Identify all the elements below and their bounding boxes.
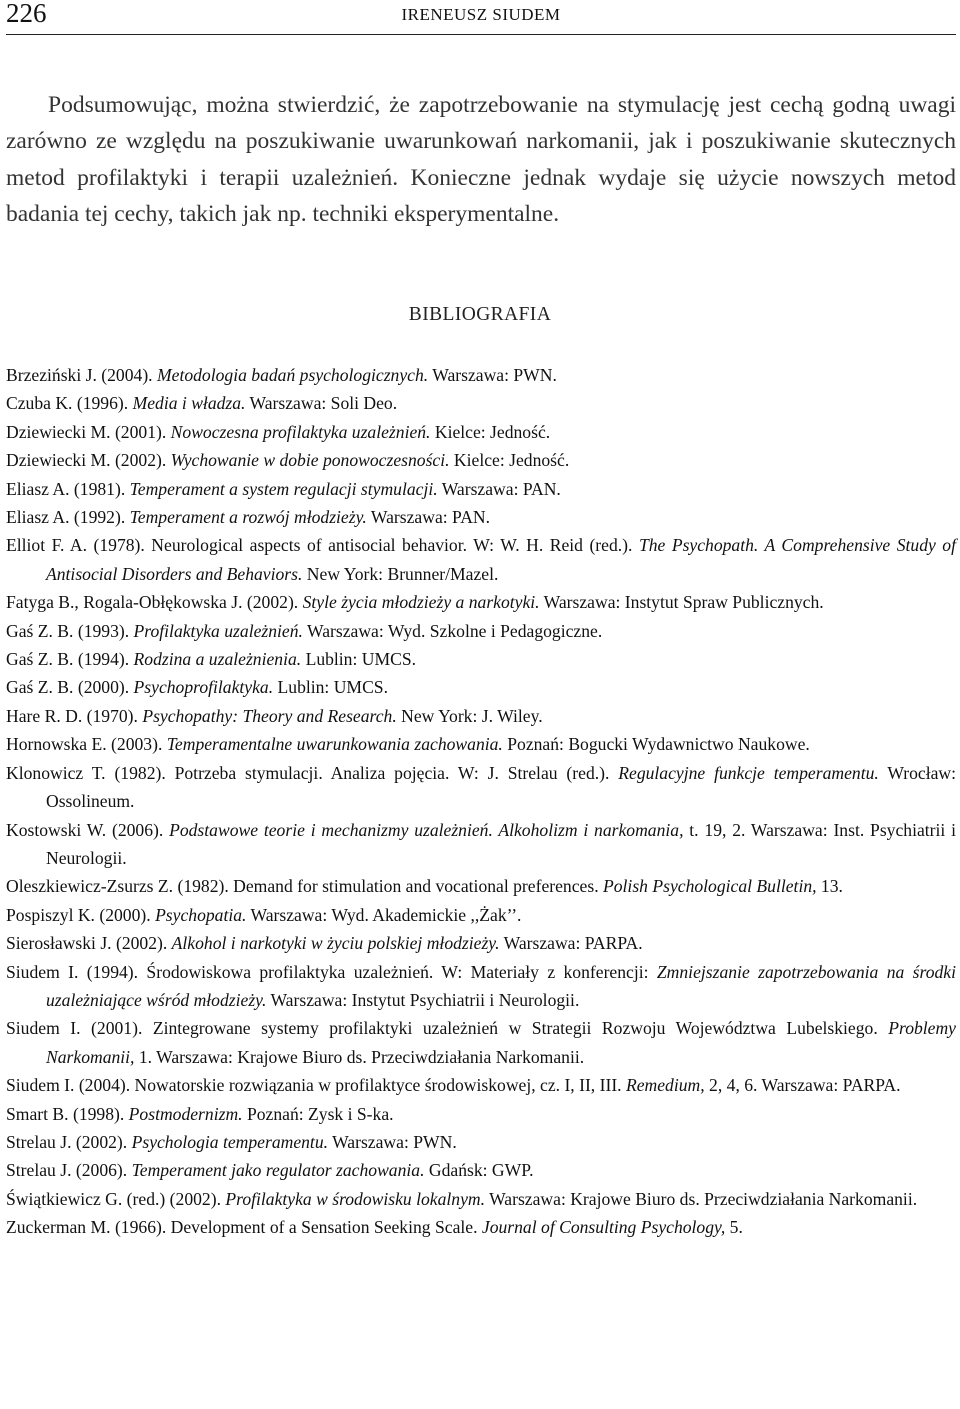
bibliography-entry <box>6 1156 956 1184</box>
entry-title: Style życia młodzieży a narkotyki. <box>302 592 540 613</box>
entry-publisher: Kielce: Jedność. <box>430 421 551 442</box>
entry-title: Problemy Narkomanii, <box>46 1018 956 1067</box>
bibliography-entry <box>6 418 956 446</box>
closing-paragraph: Podsumowując, można stwierdzić, że zapotrzebowanie na stymulację jest cechą godną uwagi zarówno ze względu na poszukiwanie uwarunkowań narkomanii, jak i poszukiwanie skutecznych metod profilaktyki i terapii uzależnień. Konieczne jednak wydaje się użycie nowszych metod badania tej cechy, takich jak np. techniki eksperymentalne. <box>6 91 956 227</box>
entry-title: Wychowanie w dobie ponowoczesności. <box>170 450 450 471</box>
bibliography-entry <box>6 730 956 758</box>
entry-author-info: Zuckerman M. (1966). Development of a Sensation Seeking Scale. <box>6 1217 482 1238</box>
entry-author-info: Strelau J. (2002). <box>6 1131 132 1152</box>
page-number: 226 <box>6 0 47 28</box>
bibliography-entry <box>6 361 956 389</box>
entry-publisher: Poznań: Zysk i S-ka. <box>242 1103 394 1124</box>
entry-title: Temperamentalne uwarunkowania zachowania. <box>166 734 503 755</box>
entry-publisher: New York: Brunner/Mazel. <box>302 563 499 584</box>
entry-author-info: Elliot F. A. (1978). Neurological aspects of antisocial behavior. W: W. H. Reid (red.). <box>6 535 639 556</box>
bibliography-entry <box>6 503 956 531</box>
entry-title: Podstawowe teorie i mechanizmy uzależnień. Alkoholizm i narkomania, <box>169 819 684 840</box>
entry-title: Rodzina a uzależnienia. <box>133 649 302 670</box>
entry-title: Temperament a system regulacji stymulacji. <box>129 478 438 499</box>
entry-title: Nowoczesna profilaktyka uzależnień. <box>170 421 431 442</box>
entry-publisher: Gdańsk: GWP. <box>424 1160 534 1181</box>
entry-publisher: Warszawa: Soli Deo. <box>245 393 398 414</box>
entry-author-info: Smart B. (1998). <box>6 1103 129 1124</box>
bibliography-entry <box>6 958 956 1015</box>
entry-author-info: Brzeziński J. (2004). <box>6 365 157 385</box>
entry-author-info: Sierosławski J. (2002). <box>6 933 172 954</box>
entry-publisher: Warszawa: PAN. <box>437 478 561 499</box>
entry-author-info: Hornowska E. (2003). <box>6 734 167 755</box>
bibliography-entry <box>6 389 956 417</box>
entry-publisher: 5. <box>725 1217 743 1238</box>
entry-title: Metodologia badań psychologicznych. <box>156 365 429 385</box>
bibliography-entry <box>6 645 956 673</box>
entry-title: Remedium, <box>625 1075 705 1096</box>
entry-title: Psychoprofilaktyka. <box>133 677 274 698</box>
page-header <box>6 0 956 35</box>
bibliography-entry <box>6 872 956 900</box>
entry-title: Psychologia temperamentu. <box>131 1131 329 1152</box>
bibliography-entry <box>6 475 956 503</box>
entry-title: Temperament a rozwój młodzieży. <box>129 507 367 528</box>
entry-author-info: Oleszkiewicz-Zsurzs Z. (1982). Demand for stimulation and vocational preferences. <box>6 876 603 897</box>
bibliography-entry <box>6 816 956 873</box>
entry-title: Profilaktyka uzależnień. <box>133 620 303 641</box>
entry-publisher: 2, 4, 6. Warszawa: PARPA. <box>704 1075 901 1096</box>
entry-author-info: Eliasz A. (1992). <box>6 507 130 528</box>
entry-author-info: Świątkiewicz G. (red.) (2002). <box>6 1188 226 1209</box>
entry-title: Postmodernizm. <box>128 1103 243 1124</box>
entry-author-info: Eliasz A. (1981). <box>6 478 130 499</box>
entry-author-info: Siudem I. (1994). Środowiskowa profilaktyka uzależnień. W: Materiały z konferencji: <box>6 961 657 982</box>
entry-publisher: t. 19, 2. Warszawa: Inst. Psychiatrii i Neurologii. <box>46 819 957 868</box>
bibliography-entry <box>6 702 956 730</box>
entry-title: Polish Psychological Bulletin, <box>603 876 817 897</box>
entry-publisher: Warszawa: Krajowe Biuro ds. Przeciwdziałania Narkomanii. <box>485 1188 918 1209</box>
bibliography-list <box>6 361 956 1242</box>
bibliography-entry <box>6 759 956 816</box>
entry-author-info: Gaś Z. B. (2000). <box>6 677 134 698</box>
bibliography-entry <box>6 531 956 588</box>
entry-publisher: Poznań: Bogucki Wydawnictwo Naukowe. <box>502 734 810 755</box>
bibliography-entry <box>6 446 956 474</box>
entry-publisher: Warszawa: Instytut Spraw Publicznych. <box>539 592 824 613</box>
entry-author-info: Hare R. D. (1970). <box>6 705 143 726</box>
bibliography-entry <box>6 1071 956 1099</box>
entry-title: Alkohol i narkotyki w życiu polskiej młodzieży. <box>171 933 500 954</box>
entry-title: Media i władza. <box>132 393 246 414</box>
bibliography-entry <box>6 588 956 616</box>
bibliography-entry <box>6 1100 956 1128</box>
bibliography-entry <box>6 1213 956 1241</box>
entry-author-info: Kostowski W. (2006). <box>6 819 170 840</box>
entry-title: Temperament jako regulator zachowania. <box>131 1160 425 1181</box>
entry-publisher: Warszawa: Instytut Psychiatrii i Neurologii. <box>266 989 580 1010</box>
entry-author-info: Strelau J. (2006). <box>6 1160 132 1181</box>
bibliography-entry <box>6 1014 956 1071</box>
bibliography-entry <box>6 1128 956 1156</box>
entry-author-info: Fatyga B., Rogala-Obłękowska J. (2002). <box>6 592 303 613</box>
entry-publisher: Lublin: UMCS. <box>301 649 417 670</box>
entry-author-info: Klonowicz T. (1982). Potrzeba stymulacji. Analiza pojęcia. W: J. Strelau (red.). <box>6 762 619 783</box>
running-head: IRENEUSZ SIUDEM <box>401 5 561 24</box>
entry-author-info: Pospiszyl K. (2000). <box>6 904 156 925</box>
entry-author-info: Siudem I. (2004). Nowatorskie rozwiązania w profilaktyce środowiskowej, cz. I, II, III. <box>6 1075 626 1096</box>
entry-publisher: Warszawa: PAN. <box>366 507 491 528</box>
entry-publisher: Warszawa: Wyd. Akademickie ,,Żak’’. <box>246 904 522 925</box>
bibliography-entry <box>6 1185 956 1213</box>
entry-publisher: Wrocław: Ossolineum. <box>46 762 956 812</box>
entry-publisher: Warszawa: PARPA. <box>499 933 643 954</box>
bibliography-entry <box>6 673 956 701</box>
entry-publisher: Warszawa: Wyd. Szkolne i Pedagogiczne. <box>302 620 603 641</box>
entry-author-info: Siudem I. (2001). Zintegrowane systemy profilaktyki uzależnień w Strategii Rozwoju Województwa Lubelskiego. <box>6 1018 889 1039</box>
entry-publisher: Warszawa: PWN. <box>328 1131 457 1152</box>
entry-publisher: New York: J. Wiley. <box>396 705 543 726</box>
entry-title: Zmniejszanie zapotrzebowania na środki uzależniające wśród młodzieży. <box>46 961 957 1010</box>
entry-publisher: Lublin: UMCS. <box>273 677 388 698</box>
entry-title: Journal of Consulting Psychology, <box>481 1217 726 1238</box>
entry-title: Profilaktyka w środowisku lokalnym. <box>225 1188 486 1209</box>
entry-publisher: Kielce: Jedność. <box>449 450 570 471</box>
entry-publisher: Warszawa: PWN. <box>428 365 557 385</box>
bibliography-entry <box>6 901 956 929</box>
entry-title: Psychopatia. <box>155 904 247 925</box>
bibliography-entry <box>6 929 956 957</box>
bibliography-entry <box>6 617 956 645</box>
entry-author-info: Dziewiecki M. (2002). <box>6 450 171 471</box>
entry-author-info: Gaś Z. B. (1993). <box>6 620 134 641</box>
entry-title: Regulacyjne funkcje temperamentu. <box>618 762 879 783</box>
entry-author-info: Gaś Z. B. (1994). <box>6 649 134 670</box>
entry-title: Psychopathy: Theory and Research. <box>142 705 397 726</box>
entry-author-info: Czuba K. (1996). <box>6 393 133 414</box>
entry-title: The Psychopath. A Comprehensive Study of Antisocial Disorders and Behaviors. <box>46 535 956 584</box>
entry-author-info: Dziewiecki M. (2001). <box>6 421 171 442</box>
entry-publisher: 13. <box>816 876 843 897</box>
entry-publisher: 1. Warszawa: Krajowe Biuro ds. Przeciwdziałania Narkomanii. <box>134 1046 585 1067</box>
bibliography-heading: BIBLIOGRAFIA <box>408 304 552 325</box>
